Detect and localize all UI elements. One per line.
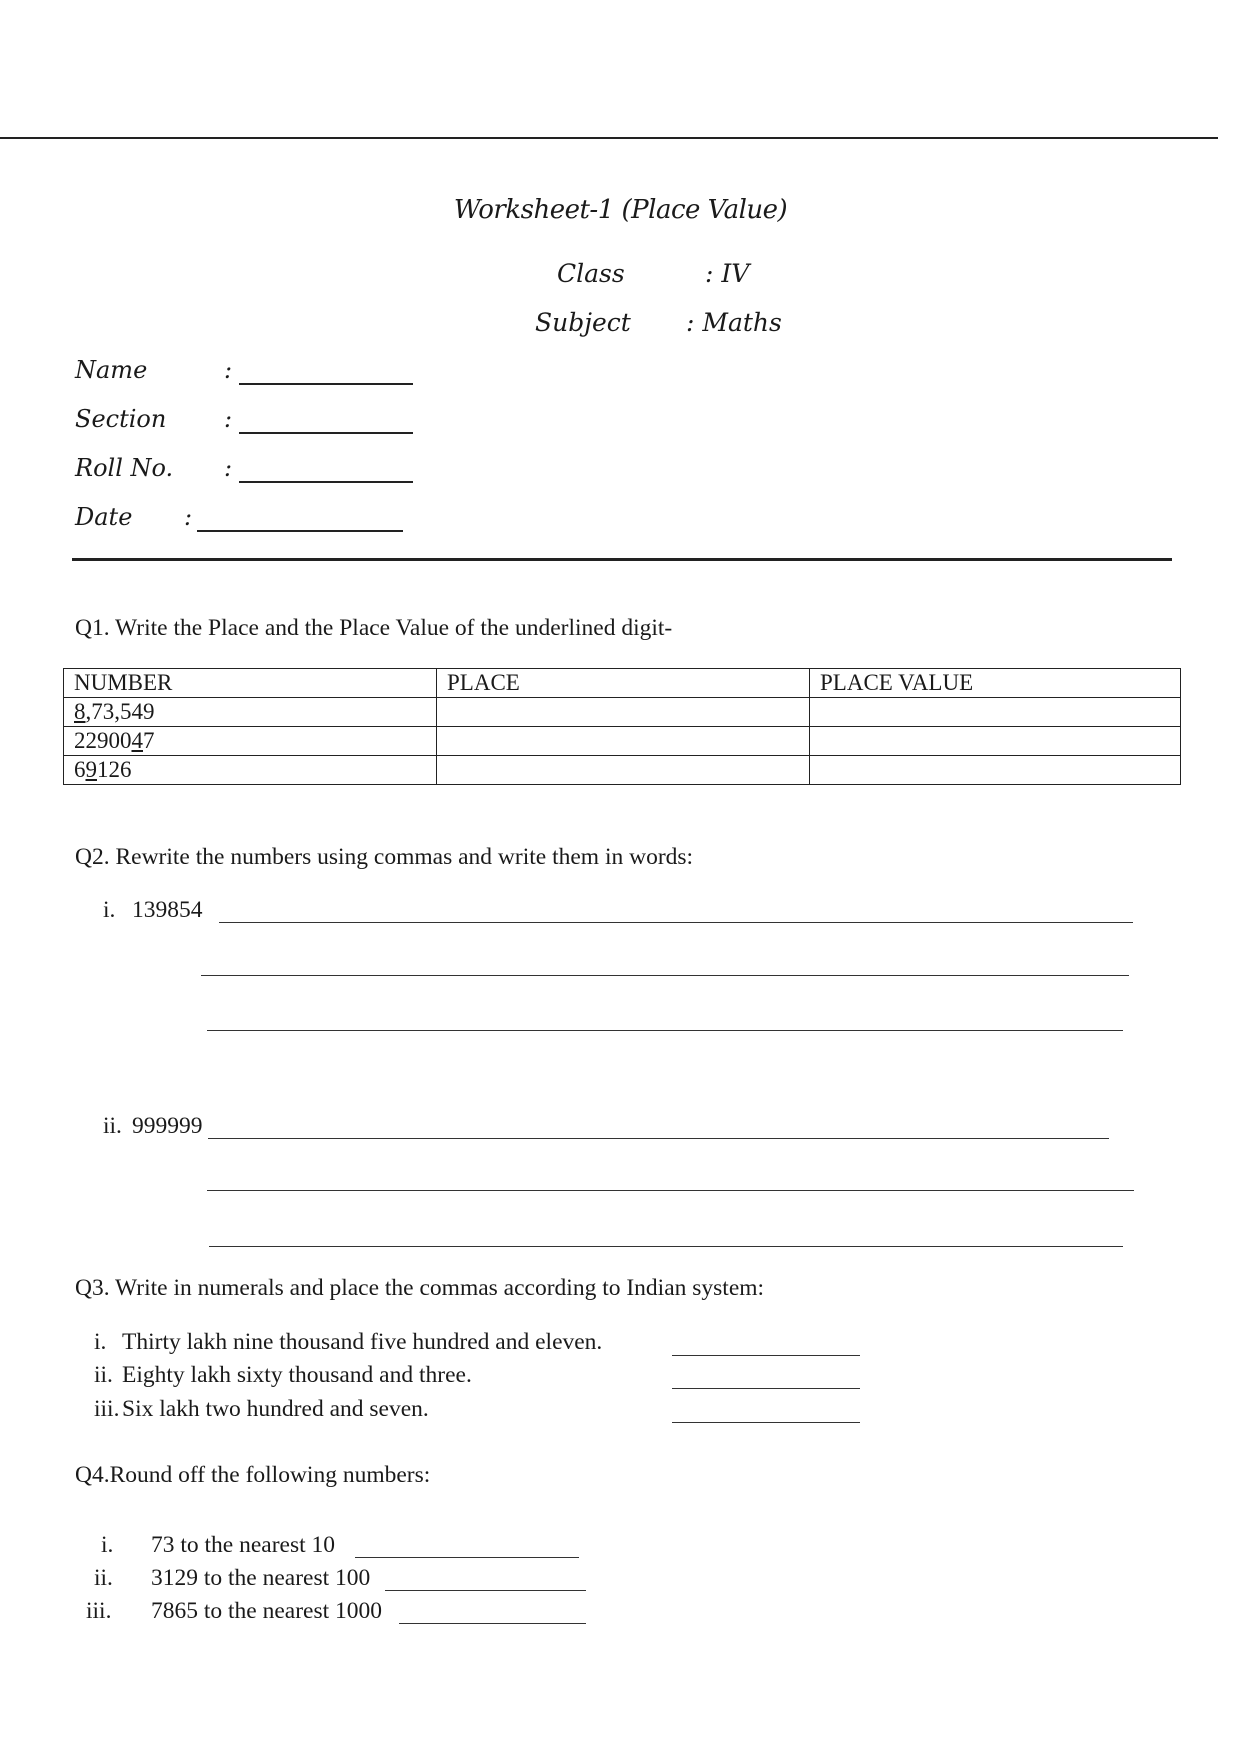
q2-item-number: ii. xyxy=(103,1113,122,1139)
table-row xyxy=(64,727,1181,756)
answer-line[interactable] xyxy=(672,1422,860,1423)
date-blank[interactable] xyxy=(197,530,403,532)
place-cell[interactable] xyxy=(437,698,810,727)
name-label: Name xyxy=(75,356,148,384)
underlined-digit: 8 xyxy=(74,699,86,724)
answer-line[interactable] xyxy=(207,1030,1123,1031)
answer-line[interactable] xyxy=(208,1138,1109,1139)
answer-line[interactable] xyxy=(219,922,1133,923)
q4-item-number: iii. xyxy=(86,1598,112,1624)
roll-no-colon: : xyxy=(224,454,233,482)
place-value-table xyxy=(63,668,1181,785)
subject-label: Subject xyxy=(535,308,631,337)
class-label: Class xyxy=(557,259,625,288)
place-value-cell[interactable] xyxy=(810,698,1181,727)
name-colon: : xyxy=(224,356,233,384)
top-rule xyxy=(0,137,1218,139)
q4-item-number: ii. xyxy=(94,1565,113,1591)
place-cell[interactable] xyxy=(437,727,810,756)
date-colon: : xyxy=(184,503,193,531)
place-value-cell[interactable] xyxy=(810,756,1181,785)
answer-line[interactable] xyxy=(207,1190,1134,1191)
roll-no-label: Roll No. xyxy=(75,454,174,482)
q3-item-number: iii. xyxy=(94,1396,120,1422)
q2-item-value: 139854 xyxy=(132,897,203,923)
answer-line[interactable] xyxy=(399,1623,586,1624)
worksheet-title: Worksheet-1 (Place Value) xyxy=(453,195,788,225)
q4-item-text: 73 to the nearest 10 xyxy=(151,1532,336,1558)
q2-item-value: 999999 xyxy=(132,1113,203,1139)
underlined-digit: 9 xyxy=(85,757,97,782)
table-row xyxy=(64,756,1181,785)
header-place-value: PLACE VALUE xyxy=(810,669,1181,698)
q3-item-text: Six lakh two hundred and seven. xyxy=(122,1396,429,1422)
q4-item-text: 3129 to the nearest 100 xyxy=(151,1565,371,1591)
answer-line[interactable] xyxy=(672,1388,860,1389)
q3-text: Q3. Write in numerals and place the commas according to Indian system: xyxy=(75,1275,765,1301)
q3-item-number: i. xyxy=(94,1329,107,1355)
q1-text: Q1. Write the Place and the Place Value of the underlined digit- xyxy=(75,615,673,641)
table-row xyxy=(64,698,1181,727)
subject-value: : Maths xyxy=(686,308,782,337)
class-value: : IV xyxy=(705,259,750,288)
answer-line[interactable] xyxy=(355,1557,579,1558)
place-value-cell[interactable] xyxy=(810,727,1181,756)
roll-no-blank[interactable] xyxy=(239,481,413,483)
q2-item-number: i. xyxy=(103,897,116,923)
section-label: Section xyxy=(75,405,167,433)
q3-item-text: Thirty lakh nine thousand five hundred and eleven. xyxy=(122,1329,603,1355)
q4-item-number: i. xyxy=(101,1532,114,1558)
place-cell[interactable] xyxy=(437,756,810,785)
number-cell: 8,73,549 xyxy=(64,698,437,727)
q3-item-text: Eighty lakh sixty thousand and three. xyxy=(122,1362,472,1388)
answer-line[interactable] xyxy=(201,975,1129,976)
number-cell: 2290047 xyxy=(64,727,437,756)
section-blank[interactable] xyxy=(239,432,413,434)
table-header-row xyxy=(64,669,1181,698)
name-blank[interactable] xyxy=(239,383,413,385)
q2-text: Q2. Rewrite the numbers using commas and write them in words: xyxy=(75,844,694,870)
q3-item-number: ii. xyxy=(94,1362,113,1388)
answer-line[interactable] xyxy=(385,1590,586,1591)
header-number: NUMBER xyxy=(64,669,437,698)
number-cell: 69126 xyxy=(64,756,437,785)
header-place: PLACE xyxy=(437,669,810,698)
section-divider xyxy=(72,558,1172,561)
underlined-digit: 4 xyxy=(131,728,143,753)
answer-line[interactable] xyxy=(672,1355,860,1356)
answer-line[interactable] xyxy=(209,1246,1123,1247)
date-label: Date xyxy=(75,503,133,531)
section-colon: : xyxy=(224,405,233,433)
q4-text: Q4.Round off the following numbers: xyxy=(75,1462,431,1488)
q4-item-text: 7865 to the nearest 1000 xyxy=(151,1598,383,1624)
